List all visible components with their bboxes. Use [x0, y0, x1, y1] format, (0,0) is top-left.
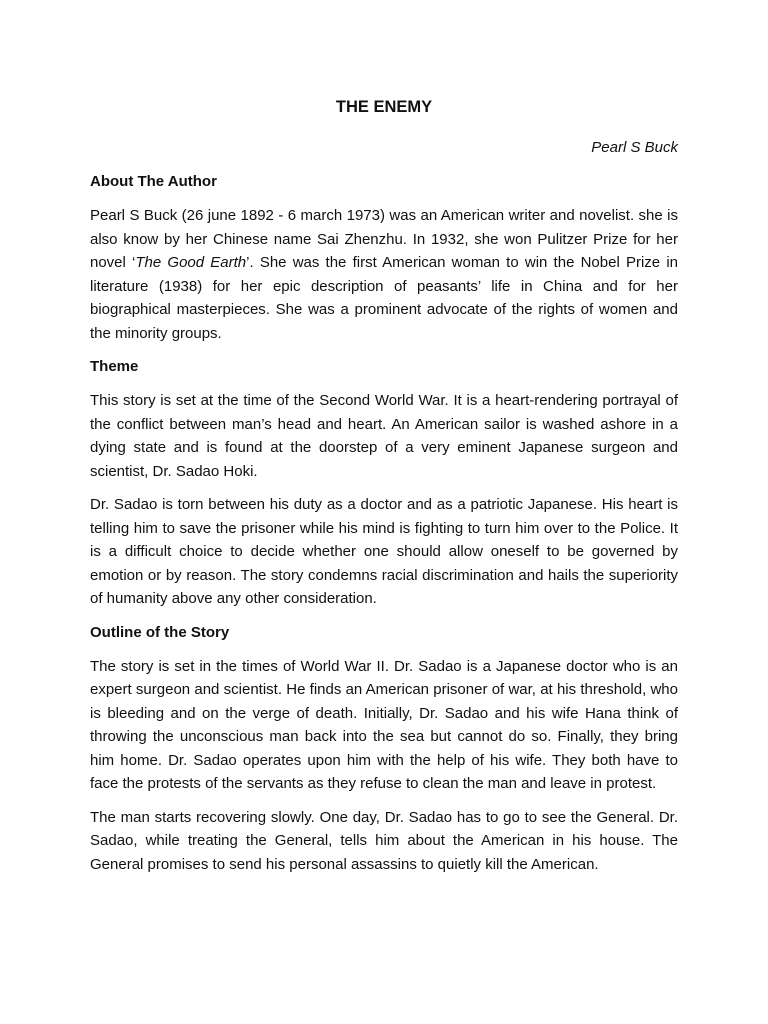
- author-name: Pearl S Buck: [591, 139, 678, 156]
- outline-paragraph-1: The story is set in the times of World War II. Dr. Sadao is a Japanese doctor who is an expert surgeon and scientist. He finds an American prisoner of war, at his threshold, who is bleeding and on the verge of death. Initially, Dr. Sadao and his wife Hana think of throwing the unconscious man back into the sea but cannot do so. Finally, they bring him home. Dr. Sadao operates upon him with the help of his wife. They both have to face the protests of the servants as they refuse to clean the man and leave in protest.: [90, 657, 678, 792]
- outline-paragraph-2: The man starts recovering slowly. One day, Dr. Sadao has to go to see the General. Dr. Sadao, while treating the General, tells him about the American in his house. The General promises to send his personal assassins to quietly kill the American.: [90, 808, 678, 873]
- about-author-paragraph: [90, 204, 678, 345]
- page-title: THE ENEMY: [335, 98, 433, 116]
- about-text-part-1: Pearl S Buck (26 june 1892 - 6 march 1973) was an American writer and novelist. she is also know by her Chinese name Sai Zhenzhu. In 1932, she won Pulitzer Prize for her novel ‘: [90, 207, 678, 271]
- about-author-heading: About The Author: [90, 173, 217, 190]
- novel-title: The Good Earth: [135, 254, 247, 271]
- theme-paragraph-2: Dr. Sadao is torn between his duty as a doctor and as a patriotic Japanese. His heart is telling him to save the prisoner while his mind is fighting to turn him over to the Police. It is a difficult choice to decide whether one should allow oneself to be governed by emotion or by reason. The story condemns racial discrimination and hails the superiority of humanity above any other consideration.: [90, 496, 678, 607]
- theme-heading: Theme: [90, 358, 139, 375]
- document-page: [90, 96, 678, 886]
- outline-heading: Outline of the Story: [90, 623, 230, 641]
- theme-paragraph-1: This story is set at the time of the Second World War. It is a heart-rendering portrayal of the conflict between man’s head and heart. An American sailor is washed ashore in a dying state and is found at the doorstep of a very eminent Japanese surgeon and scientist, Dr. Sadao Hoki.: [90, 392, 678, 480]
- about-text-part-2: ’. She was the first American woman to win the Nobel Prize in literature (1938) for her epic description of peasants’ life in China and for her biographical masterpieces. She was a prominent advocate of the rights of women and the minority groups.: [90, 254, 678, 342]
